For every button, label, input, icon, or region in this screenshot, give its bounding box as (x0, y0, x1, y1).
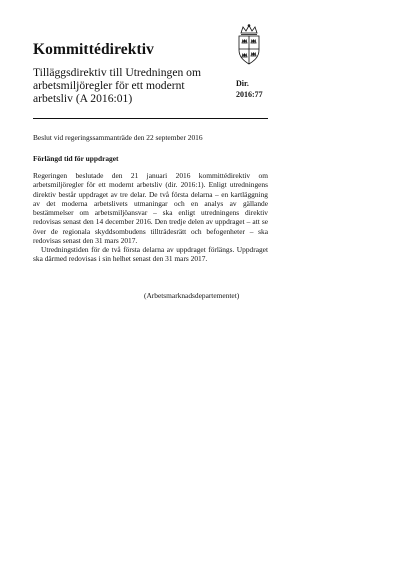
directive-label: Dir. (236, 79, 249, 88)
document-subtitle: Tilläggsdirektiv till Utredningen om arbetsmiljöregler för ett modernt arbetsliv (A 2016:01) (33, 66, 201, 105)
directive-number-block (236, 79, 263, 100)
swedish-coat-of-arms-icon (233, 24, 265, 66)
directive-number: 2016:77 (236, 89, 263, 99)
document-title: Kommittédirektiv (33, 41, 154, 58)
section-heading: Förlängd tid för uppdraget (33, 154, 119, 163)
decision-line: Beslut vid regeringssammanträde den 22 september 2016 (33, 133, 203, 142)
body-paragraph-1: Regeringen beslutade den 21 januari 2016 kommittédirektiv om arbetsmiljöregler för ett modernt arbetsliv (dir. 2016:1). Enligt utredningens direktiv består uppdraget av tre delar. De två första delarna – en kartläggning av det moderna arbetslivets utmaningar och en analys av gällande bestämmelser om arbetsmiljöansvar – ska enligt utredningens direktiv redovisas senast den 14 december 2016. Den tredje delen av uppdraget – att se över de regionala skyddsombudens tillträdesrätt och befogenheter – ska redovisas senast den 31 mars 2017. (33, 171, 268, 245)
body-text (33, 171, 268, 264)
ministry-name: (Arbetsmarknadsdepartementet) (144, 291, 240, 300)
body-paragraph-2: Utredningstiden för de två första delarna av uppdraget förlängs. Uppdraget ska därmed redovisas i sin helhet senast den 31 mars 2017. (33, 245, 268, 264)
header-divider (33, 118, 268, 119)
